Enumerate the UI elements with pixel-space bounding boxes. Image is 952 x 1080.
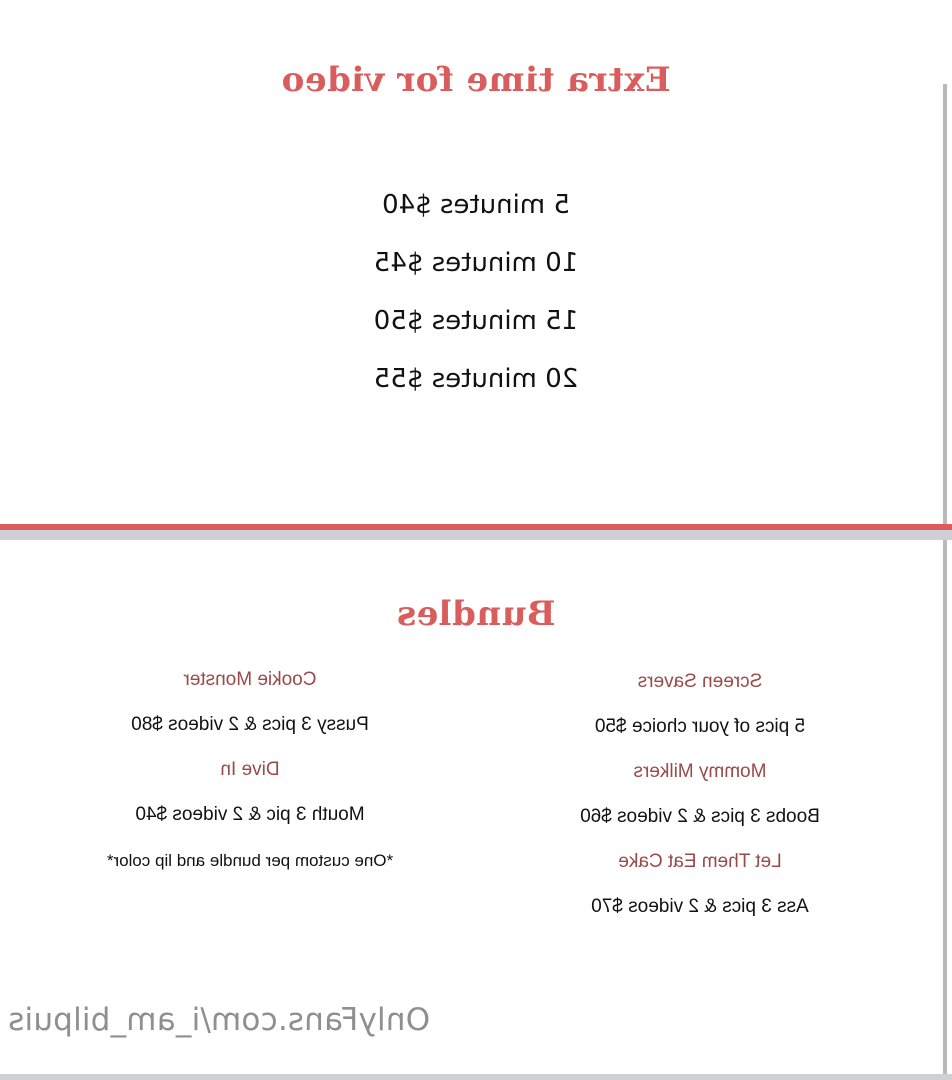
bundle-name-mommy-milkers: Mommy Milkers [633,761,767,782]
extra-time-list [0,176,952,408]
bundle-desc-mommy-milkers: Boobs 3 pics & 2 videos $60 [580,806,820,827]
bundles-title: Bundles [396,594,556,634]
bundle-desc-let-them-eat-cake: Ass 3 pics & 2 videos $70 [591,896,809,917]
bundle-desc-screen-savers: 5 pics of your choice $50 [594,716,806,737]
bundles-left-column [510,660,890,930]
bundles-right-column [60,658,440,884]
section-divider-gray [0,530,952,540]
footer-url-watermark: OnlyFans.com/i_am_bilpuis [8,1002,431,1038]
extra-time-title: Extra time for video [281,60,671,100]
bundle-desc-dive-in: Mouth 3 pic & 2 videos $40 [135,804,365,825]
extra-time-item-15: 15 minutes $50 [373,306,579,336]
bottom-border [0,1074,952,1080]
extra-time-item-20: 20 minutes $55 [373,364,579,394]
bundle-name-let-them-eat-cake: Let Them Eat Cake [618,851,782,872]
bundle-name-cookie-monster: Cookie Monster [183,669,317,690]
extra-time-item-5: 5 minutes $40 [382,190,570,220]
bundle-name-screen-savers: Screen Savers [637,671,763,692]
extra-time-item-10: 10 minutes $45 [373,248,579,278]
bundle-desc-cookie-monster: Pussy 3 pics & 2 videos $80 [131,714,369,735]
bundle-note: *One custom per bundle and lip color* [106,851,394,870]
bundle-name-dive-in: Dive In [220,759,280,780]
